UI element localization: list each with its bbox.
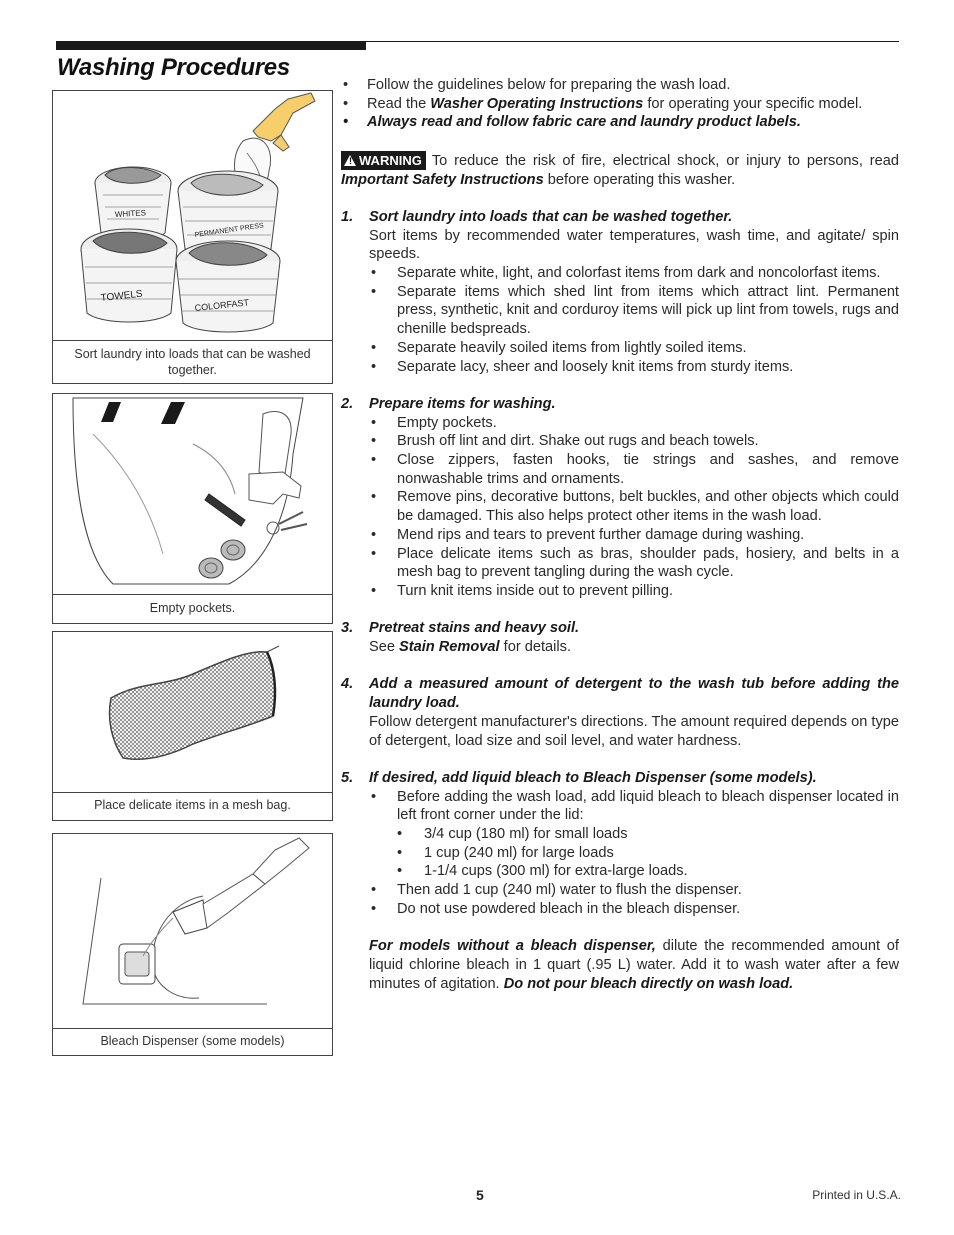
list-item: • Remove pins, decorative buttons, belt buckles, and other objects which could be damaged. This also helps protect other items in the wash load. bbox=[341, 488, 899, 525]
step-body: Follow detergent manufacturer's directions. The amount required depends on type of detergent, load size and soil level, and water hardness. bbox=[369, 713, 899, 749]
list-item: • Separate lacy, sheer and loosely knit items from sturdy items. bbox=[341, 358, 899, 377]
step-body: Sort items by recommended water temperatures, wash time, and agitate/ spin speeds. bbox=[369, 227, 899, 263]
list-item: • Place delicate items such as bras, shoulder pads, hosiery, and belts in a mesh bag to prevent tangling during the wash cycle. bbox=[341, 545, 899, 582]
basket-label-towels: TOWELS bbox=[100, 288, 144, 304]
page-title: Washing Procedures bbox=[57, 54, 290, 81]
inline-bold: Do not pour bleach directly on wash load. bbox=[503, 975, 794, 992]
step-heading: 3. Pretreat stains and heavy soil. bbox=[341, 620, 580, 637]
list-item: • Before adding the wash load, add liquid bleach to bleach dispenser located in left front corner under the lid: bbox=[341, 788, 899, 825]
step-heading: 2. Prepare items for washing. bbox=[341, 395, 556, 412]
step-heading: 5. If desired, add liquid bleach to Bleach Dispenser (some models). bbox=[341, 769, 817, 786]
amount-item: • 1 cup (240 ml) for large loads bbox=[341, 844, 899, 863]
warning-triangle-icon: ! bbox=[344, 155, 356, 166]
intro-bullet-emphasis: • Always read and follow fabric care and laundry product labels. bbox=[341, 113, 899, 132]
figure-bleach-dispenser bbox=[52, 833, 333, 1056]
step-body: See Stain Removal for details. bbox=[369, 639, 571, 656]
figure-sort-laundry bbox=[52, 90, 333, 384]
basket-label-permanent-press: PERMANENT PRESS bbox=[194, 222, 265, 239]
list-item: • Then add 1 cup (240 ml) water to flush the dispenser. bbox=[341, 881, 899, 900]
list-item: • Mend rips and tears to prevent further damage during washing. bbox=[341, 526, 899, 545]
basket-label-colorfast: COLORFAST bbox=[194, 297, 250, 313]
figure-empty-pockets bbox=[52, 393, 333, 624]
amount-item: • 3/4 cup (180 ml) for small loads bbox=[341, 825, 899, 844]
list-item: • Separate heavily soiled items from lightly soiled items. bbox=[341, 339, 899, 358]
intro-bullet: • Read the Washer Operating Instructions for operating your specific model. bbox=[341, 95, 899, 114]
inline-bold: For models without a bleach dispenser, bbox=[369, 938, 656, 955]
basket-label-whites: WHITES bbox=[114, 208, 147, 219]
list-item: • Separate white, light, and colorfast items from dark and noncolorfast items. bbox=[341, 264, 899, 283]
figure-caption: Place delicate items in a mesh bag. bbox=[94, 798, 291, 812]
instructions-column bbox=[341, 76, 899, 993]
header-rule-thick bbox=[56, 41, 366, 50]
mesh-bag-illustration bbox=[53, 632, 332, 793]
printed-note: Printed in U.S.A. bbox=[812, 1188, 901, 1202]
list-item: • Close zippers, fasten hooks, tie strings and sashes, and remove nonwashable trims and ornaments. bbox=[341, 451, 899, 488]
inline-bold: Important Safety Instructions bbox=[341, 171, 544, 188]
page-number: 5 bbox=[476, 1187, 484, 1203]
figure-caption: Sort laundry into loads that can be washed together. bbox=[74, 347, 311, 377]
warning-badge: ! WARNING bbox=[341, 151, 426, 170]
list-item: • Brush off lint and dirt. Shake out rugs and beach towels. bbox=[341, 432, 899, 451]
figure-mesh-bag bbox=[52, 631, 333, 821]
figure-caption: Bleach Dispenser (some models) bbox=[100, 1034, 285, 1048]
header-rule-thin bbox=[366, 41, 899, 42]
step-heading: 1. Sort laundry into loads that can be washed together. bbox=[341, 208, 733, 225]
list-item: • Empty pockets. bbox=[341, 414, 899, 433]
bleach-dispenser-illustration bbox=[53, 834, 332, 1029]
warning-paragraph: ! WARNING To reduce the risk of fire, electrical shock, or injury to persons, read Important Safety Instructions before operating this washer. bbox=[341, 152, 899, 188]
intro-bullet: • Follow the guidelines below for preparing the wash load. bbox=[341, 76, 899, 95]
list-item: • Do not use powdered bleach in the bleach dispenser. bbox=[341, 900, 899, 919]
bleach-note: For models without a bleach dispenser, dilute the recommended amount of liquid chlorine bleach in 1 quart (.95 L) water. Add it to wash water after a few minutes of agitation. Do not pour bleach directly on wash load. bbox=[369, 938, 899, 992]
laundry-baskets-illustration bbox=[53, 91, 332, 341]
pants-pocket-illustration bbox=[53, 394, 332, 595]
list-item: • Turn knit items inside out to prevent pilling. bbox=[341, 582, 899, 601]
list-item: • Separate items which shed lint from items which attract lint. Permanent press, synthetic, knit and corduroy items will pick up lint from towels, rugs and chenille bedspreads. bbox=[341, 283, 899, 339]
figure-caption: Empty pockets. bbox=[149, 601, 236, 615]
step-heading: 4. Add a measured amount of detergent to the wash tub before adding the laundry load. bbox=[341, 676, 899, 712]
amount-item: • 1-1/4 cups (300 ml) for extra-large loads. bbox=[341, 862, 899, 881]
inline-bold: Stain Removal bbox=[399, 639, 500, 656]
inline-bold: Washer Operating Instructions bbox=[430, 95, 644, 112]
